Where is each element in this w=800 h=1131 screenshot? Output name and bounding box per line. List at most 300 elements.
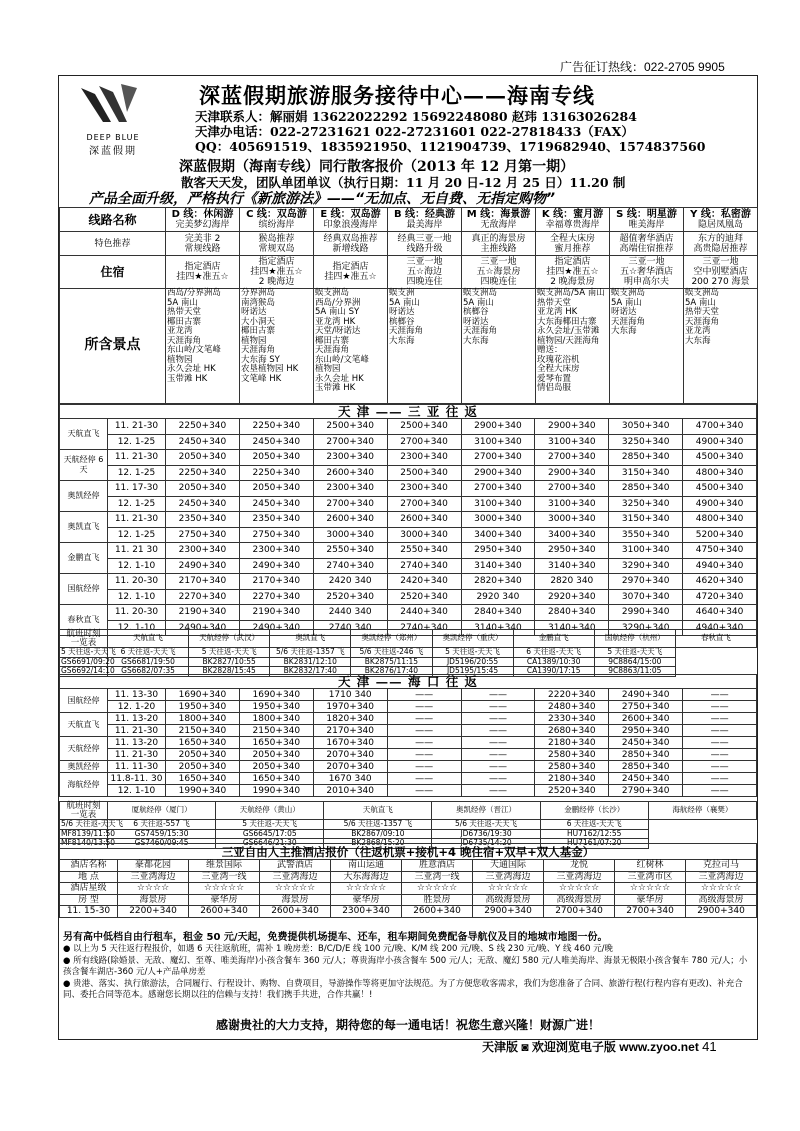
price-cell: 2500+340: [387, 419, 461, 435]
price-cell: 1650+340: [166, 737, 240, 749]
flight-f2: MF8140/13:50: [61, 838, 116, 847]
note-item: ● 贵港、落实、执行旅游法，合同履行、行程设计、购物、自费项目，导游操作等将更加守法规范。为了方便您收客需求，我们为您准备了合同、旅游行程(行程内容有更改)、补充合同、委托合同等范本。感谢您长期以往的信赖与支持！我们携手共进，合作共赢！!: [63, 979, 743, 1000]
price-cell: 2920 340: [461, 589, 535, 605]
price-cell: 2900+340: [461, 419, 535, 435]
price-cell: 2500+340: [387, 465, 461, 481]
hotel-name: 红树林: [615, 860, 686, 872]
price-cell: 2520+340: [535, 785, 609, 797]
spots-row: [60, 289, 758, 404]
flight-f1: HU7162/12:55: [540, 829, 648, 839]
contact-line: 天津联系人：解丽娟 13622022292 15692248080 赵玮 13163026284: [195, 109, 637, 124]
flight-mode: 6 天往返-天天飞: [513, 648, 594, 658]
price-cell: 2700+340: [387, 434, 461, 450]
sanya-section-row: [60, 405, 757, 419]
office-phone-line: 天津办电话：022-27231621 022-27231601 022-27818433（FAX）: [195, 124, 634, 139]
price-cell: 2970+340: [609, 574, 683, 590]
price-cell: 2950+340: [535, 543, 609, 559]
price-cell: 2700+340: [313, 496, 387, 512]
price-cell: 2490+340: [166, 620, 240, 636]
hotel-room: 海景房: [260, 894, 331, 906]
price-cell: 2490+340: [166, 558, 240, 574]
price-cell: ——: [387, 785, 461, 797]
price-cell: 1950+340: [239, 701, 313, 713]
date-range: 11. 13-20: [108, 737, 166, 749]
flight-f1: JD6736/19:30: [432, 829, 540, 839]
flight-mode: 6 天往返-557 飞: [108, 820, 216, 830]
price-cell: 1800+340: [239, 713, 313, 725]
flight-mode: 5/6 天往返-246 飞: [351, 648, 432, 658]
price-cell: 2170+340: [313, 725, 387, 737]
price-cell: 2070+340: [313, 761, 387, 773]
feature-cell: 经典双岛推荐 新增线路: [314, 232, 388, 256]
date-range: 11. 20-30: [108, 605, 166, 621]
price-cell: 1990+340: [239, 785, 313, 797]
price-cell: 2550+340: [313, 543, 387, 559]
price-cell: 2750+340: [239, 527, 313, 543]
haikou-flight-name-row: [60, 802, 757, 820]
date-range: 12. 1-10: [108, 620, 166, 636]
date-range: 11.8-11. 30: [108, 773, 166, 785]
flight-airline: 金鹏直飞: [513, 630, 594, 648]
lodging-cell: 指定酒店 挂四★准五☆: [314, 256, 388, 289]
price-cell: 2950+340: [461, 543, 535, 559]
price-row: [60, 749, 757, 761]
price-row: [60, 605, 757, 621]
airline-group-label: 国航经停: [60, 689, 108, 713]
hotel-name: 胜意酒店: [402, 860, 473, 872]
hotel-section-row: [60, 844, 757, 860]
price-cell: 2270+340: [239, 589, 313, 605]
wing-logo-icon: [73, 82, 153, 130]
price-cell: 2050+340: [166, 749, 240, 761]
price-cell: 3400+340: [535, 527, 609, 543]
price-cell: ——: [387, 725, 461, 737]
spots-cell: 分界洲岛 南湾猴岛 呀诺达 大小洞天 椰田古寨 植物园 天涯海角 大东海 SY 农垦植物园 HK 文笔峰 HK: [240, 289, 314, 404]
price-row: [60, 465, 757, 481]
price-cell: 2750+340: [609, 701, 683, 713]
price-cell: 5200+340: [683, 527, 757, 543]
price-cell: 2450+340: [239, 496, 313, 512]
price-cell: 3140+340: [535, 558, 609, 574]
haikou-flight-label: 航班时刻 一览表: [60, 802, 108, 820]
flight-airline: 天航直飞: [324, 802, 432, 820]
airline-group-label: 奥凯经停: [60, 761, 108, 773]
price-row: [60, 761, 757, 773]
flight-mode: 5/6 天往返-天天飞: [61, 819, 124, 828]
hotel-price: 2700+340: [615, 906, 686, 918]
logo-text-en: DEEP BLUE: [86, 133, 140, 142]
flight-f2: GS6646/21:30: [216, 839, 324, 849]
haikou-rows: [60, 689, 757, 797]
date-range: 12. 1-10: [108, 785, 166, 797]
ad-hotline: 广告征订热线：022-2705 9905: [560, 60, 725, 74]
flight-f1: 9C8864/15:00: [594, 657, 675, 667]
flight-airline: 国航经停（杭州）: [594, 630, 675, 648]
hotel-room: 胜景房: [402, 894, 473, 906]
price-row: [60, 419, 757, 435]
price-cell: 4940+340: [683, 620, 757, 636]
sanya-price-table: [59, 404, 757, 636]
hotel-row-star: [60, 883, 757, 895]
price-cell: 1710 340: [313, 689, 387, 701]
hotel-name: 维景国际: [189, 860, 260, 872]
price-cell: 2420 340: [313, 574, 387, 590]
price-cell: 2700+340: [313, 434, 387, 450]
flight-mode: 5 天往返-天天飞: [61, 647, 116, 656]
hotel-loc: 三亚湾一线: [402, 871, 473, 883]
hotel-loc: 三亚湾海边: [686, 871, 757, 883]
price-cell: 2740+340: [313, 558, 387, 574]
price-cell: 3000+340: [535, 512, 609, 528]
route-b: B 线：经典游 最美海岸: [388, 208, 462, 232]
flight-f1: JD5196/20:55: [432, 657, 513, 667]
flight-f1: GS7459/15:30: [108, 829, 216, 839]
price-cell: 2450+340: [239, 434, 313, 450]
price-cell: 2850+340: [609, 749, 683, 761]
price-cell: 2490+340: [239, 620, 313, 636]
hotel-loc: 三亚湾海边: [473, 871, 544, 883]
date-range: 12. 1-25: [108, 434, 166, 450]
haikou-flight-table: [59, 801, 757, 849]
hotel-rows: [60, 860, 757, 918]
flight-f1: BK2867/09:10: [324, 829, 432, 839]
flight-airline: 奥凯经停（重庆）: [432, 630, 513, 648]
price-cell: 2840+340: [461, 605, 535, 621]
airline-group-label: 天航直飞: [60, 419, 108, 450]
spots-cell: 蜈支洲岛 5A 南山 呀诺达 天涯海角 大东海: [610, 289, 684, 404]
hotel-section-title: 三亚自由人主推酒店报价（往返机票+接机+4 晚住宿+双早+双人基金）: [60, 844, 757, 860]
lodging-cell: 指定酒店 挂四★准五☆ 2 晚海边: [240, 256, 314, 289]
note-rental: 另有高中低档自由行租车，租金 50 元/天起，免费提供机场提车、还车，租车期间免费配备导航仪及目的地城市地图一份。: [63, 932, 608, 943]
date-range: 11. 11-30: [108, 761, 166, 773]
hotel-room: 豪华房: [615, 894, 686, 906]
date-range: 11. 21-30: [108, 450, 166, 466]
price-cell: 2300+340: [313, 450, 387, 466]
airline-group-label: 天航经停 6 天: [60, 450, 108, 481]
price-cell: ——: [683, 761, 757, 773]
price-cell: 2170+340: [239, 574, 313, 590]
hotel-price: 2600+340: [402, 906, 473, 918]
price-cell: 2740 340: [313, 620, 387, 636]
price-cell: 2050+340: [239, 761, 313, 773]
price-cell: 2950+340: [609, 725, 683, 737]
hotel-name: 南山运通: [331, 860, 402, 872]
price-cell: 1670 340: [313, 773, 387, 785]
flight-mode: 6 天往返-天天飞: [108, 648, 189, 658]
flight-f1: GS6645/17:05: [216, 829, 324, 839]
feature-cell: 东方的迪拜 高贵隐居推荐: [684, 232, 758, 256]
route-table: [59, 207, 758, 404]
price-row: [60, 701, 757, 713]
price-cell: 2600+340: [387, 512, 461, 528]
flight-f2: JD6735/14:20: [432, 839, 540, 849]
hotel-room: 高级海景房: [473, 894, 544, 906]
hotel-row-label: 地 点: [60, 871, 118, 883]
airline-group-label: 奥凯经停: [60, 481, 108, 512]
price-cell: 2050+340: [166, 761, 240, 773]
feature-cell: 完美非 2 常规线路: [166, 232, 240, 256]
airline-group-label: 天航直飞: [60, 713, 108, 737]
flight-f2: CA1390/17:15: [513, 667, 594, 677]
price-row: [60, 737, 757, 749]
price-cell: 2490+340: [239, 558, 313, 574]
price-cell: 2180+340: [535, 737, 609, 749]
price-cell: 1690+340: [239, 689, 313, 701]
hotel-star: ☆☆☆☆☆: [686, 883, 757, 895]
notes: [63, 932, 755, 1002]
price-row: [60, 434, 757, 450]
price-cell: 2900+340: [461, 465, 535, 481]
hotel-loc: 三亚湾海边: [544, 871, 615, 883]
flight-airline: 奥凯直飞: [270, 630, 351, 648]
price-cell: 4500+340: [683, 481, 757, 497]
flight-airline: 天航经停（黄山）: [216, 802, 324, 820]
flight-f1: BK2827/10:55: [189, 657, 270, 667]
price-cell: 1650+340: [166, 773, 240, 785]
flight-f1: MF8139/11:50: [61, 828, 116, 838]
price-row: [60, 725, 757, 737]
price-cell: 3290+340: [609, 558, 683, 574]
hotel-name: 龙悦: [544, 860, 615, 872]
feature-cell: 经典三亚一地 线路升级: [388, 232, 462, 256]
price-cell: 1650+340: [239, 773, 313, 785]
price-cell: 2330+340: [535, 713, 609, 725]
price-cell: 3000+340: [461, 512, 535, 528]
route-m: M 线：海景游 无敌海岸: [462, 208, 536, 232]
price-cell: ——: [461, 773, 535, 785]
flight-f2: BK2868/15:20: [324, 839, 432, 849]
haikou-price-table: [59, 674, 757, 797]
price-cell: ——: [683, 773, 757, 785]
price-row: [60, 689, 757, 701]
price-cell: 2350+340: [166, 512, 240, 528]
hotel-room: 豪华房: [189, 894, 260, 906]
price-cell: 4800+340: [683, 465, 757, 481]
price-cell: 2070+340: [313, 749, 387, 761]
price-cell: 2190+340: [239, 605, 313, 621]
price-cell: ——: [461, 761, 535, 773]
lodging-row: [60, 256, 758, 289]
date-range: 12. 1-20: [108, 701, 166, 713]
price-cell: ——: [683, 725, 757, 737]
price-cell: 2050+340: [166, 450, 240, 466]
flight-f2: JD5195/15:45: [432, 667, 513, 677]
hotel-row-label: 酒店名称: [60, 860, 118, 872]
price-cell: 3290+340: [609, 620, 683, 636]
lodging-cell: 三亚一地 空中别墅酒店 200 270 海景: [684, 256, 758, 289]
flight-airline: 海航经停（襄樊）: [648, 802, 756, 820]
price-cell: ——: [387, 701, 461, 713]
hotel-loc: 三亚湾海边: [118, 871, 189, 883]
price-row: [60, 773, 757, 785]
hotel-price: 2600+340: [189, 906, 260, 918]
price-cell: 3100+340: [609, 543, 683, 559]
price-cell: 2440 340: [313, 605, 387, 621]
airline-group-label: 天航经停: [60, 737, 108, 761]
feature-cell: 猴岛推荐 常规双岛: [240, 232, 314, 256]
price-cell: 3000+340: [313, 527, 387, 543]
price-cell: 3100+340: [461, 434, 535, 450]
feature-cell: 超值奢华酒店 高端住宿推荐: [610, 232, 684, 256]
date-range: 11. 21-30: [108, 512, 166, 528]
hotel-room: 海景房: [118, 894, 189, 906]
price-cell: 4720+340: [683, 589, 757, 605]
lodging-cell: 指定酒店 挂四★准五☆ 2 晚海景房: [536, 256, 610, 289]
lodging-cell: 三亚一地 五☆海景房 四晚连住: [462, 256, 536, 289]
price-cell: 2250+340: [166, 419, 240, 435]
schedule-line: 散客天天发，团队单团单议（执行日期：11 月 20 日-12 月 25 日）11.20 制: [181, 175, 626, 190]
price-cell: ——: [461, 689, 535, 701]
sanya-flight-label: 航班时刻 一览表: [60, 630, 108, 648]
price-cell: 2350+340: [239, 512, 313, 528]
price-cell: 4700+340: [683, 419, 757, 435]
price-cell: 1990+340: [166, 785, 240, 797]
price-cell: 2220+340: [535, 689, 609, 701]
flight-mode: 5/6 天往返-1357 飞: [270, 648, 351, 658]
note-item: ● 所有线路(除婚景、无敌、魔幻、至尊、唯美海岸)小孩含餐车 360 元/人；尊贵海岸小孩含餐车 500 元/人；无敌、魔幻 580 元/人唯美海岸、海景无极限小孩含餐车 780 元/人；小孩含餐车湖店-360 元/人+产品单房差: [63, 956, 748, 977]
flight-airline: 奥凯经停（郑州）: [351, 630, 432, 648]
price-cell: ——: [461, 725, 535, 737]
price-cell: 2740+340: [387, 558, 461, 574]
price-row: [60, 589, 757, 605]
flight-f2: 9C8863/11:05: [594, 667, 675, 677]
flight-mode: 5 天往返-天天飞: [432, 648, 513, 658]
price-row: [60, 496, 757, 512]
price-cell: ——: [387, 689, 461, 701]
price-cell: 2820+340: [461, 574, 535, 590]
price-row: [60, 543, 757, 559]
header: [59, 76, 757, 156]
date-range: 11. 13-20: [108, 713, 166, 725]
price-cell: 2300+340: [387, 481, 461, 497]
price-cell: 3150+340: [609, 465, 683, 481]
flight-row: [60, 820, 757, 830]
price-cell: 2450+340: [609, 737, 683, 749]
deep-blue-logo: [73, 82, 153, 157]
hotel-room: 高级海景房: [686, 894, 757, 906]
lodging-cell: 三亚一地 五☆海边 四晚连住: [388, 256, 462, 289]
airline-group-label: 海航经停: [60, 773, 108, 797]
price-cell: 3250+340: [609, 434, 683, 450]
price-cell: 2010+340: [313, 785, 387, 797]
hotel-star: ☆☆☆☆☆: [402, 883, 473, 895]
price-cell: 2050+340: [166, 481, 240, 497]
price-cell: 3250+340: [609, 496, 683, 512]
haikou-section-title: 天 津 —— 海 口 往 返: [60, 675, 757, 689]
hotel-table: [59, 843, 757, 918]
hotel-name: 武警酒店: [260, 860, 331, 872]
price-cell: 2300+340: [166, 543, 240, 559]
price-cell: ——: [683, 749, 757, 761]
price-cell: 2700+340: [535, 450, 609, 466]
price-cell: 2850+340: [609, 481, 683, 497]
price-cell: 2180+340: [535, 773, 609, 785]
advert-frame: [58, 75, 758, 1040]
hotel-name: 克拉司马: [686, 860, 757, 872]
date-range: 11. 21-30: [108, 725, 166, 737]
hotel-star: ☆☆☆☆☆: [615, 883, 686, 895]
price-cell: 2050+340: [239, 749, 313, 761]
price-cell: 3070+340: [609, 589, 683, 605]
price-cell: 2500+340: [313, 419, 387, 435]
price-cell: 4940+340: [683, 558, 757, 574]
hotel-row-room: [60, 894, 757, 906]
price-cell: 2190+340: [166, 605, 240, 621]
price-cell: 2170+340: [166, 574, 240, 590]
thanks-line: 感谢贵社的大力支持，期待您的每一通电话！祝您生意兴隆！财源广进！: [215, 1018, 600, 1032]
price-cell: ——: [387, 713, 461, 725]
price-cell: 2450+340: [609, 773, 683, 785]
date-range: 12. 1-10: [108, 589, 166, 605]
hotel-star: ☆☆☆☆: [118, 883, 189, 895]
flight-airline: 厦航经停（厦门）: [108, 802, 216, 820]
price-cell: ——: [461, 749, 535, 761]
price-cell: 1800+340: [166, 713, 240, 725]
price-cell: ——: [683, 689, 757, 701]
flight-mode: 5/6 天往返-1357 飞: [324, 820, 432, 830]
price-cell: ——: [683, 713, 757, 725]
price-cell: 1670+340: [313, 737, 387, 749]
feature-cell: 全程大床房 蜜月推荐: [536, 232, 610, 256]
price-cell: 2450+340: [166, 496, 240, 512]
hotel-star: ☆☆☆☆☆: [544, 883, 615, 895]
price-cell: 2790+340: [609, 785, 683, 797]
price-cell: 3100+340: [535, 434, 609, 450]
spots-cell: 蜈支洲 5A 南山 呀诺达 槟榔谷 天涯海角 大东海: [388, 289, 462, 404]
date-range: 11. 21-30: [108, 749, 166, 761]
spots-label: 所含景点: [60, 289, 166, 404]
price-cell: 2850+340: [609, 450, 683, 466]
price-cell: 2520+340: [387, 589, 461, 605]
flight-mode: 5 天往返-天天飞: [216, 820, 324, 830]
date-range: 11. 21-30: [108, 419, 166, 435]
footer-text: 天津版 ◙ 欢迎浏览电子版 www.zyoo.net: [482, 1040, 699, 1054]
date-range: 11. 21 30: [108, 543, 166, 559]
price-cell: 2520+340: [313, 589, 387, 605]
hotel-date: 11. 15-30: [60, 906, 118, 918]
hotel-star: ☆☆☆☆☆: [473, 883, 544, 895]
haikou-section-row: [60, 675, 757, 689]
slogan: 产品全面升级，严格执行《新旅游法》——“无加点、无自费、无指定购物”: [89, 191, 556, 207]
route-k: K 线：蜜月游 幸福尊贵海岸: [536, 208, 610, 232]
price-row: [60, 785, 757, 797]
flight-f2: GS6692/14:10: [61, 666, 115, 675]
price-cell: 2700+340: [387, 496, 461, 512]
sanya-rows: [60, 419, 757, 636]
price-cell: 3100+340: [535, 496, 609, 512]
price-cell: 1650+340: [239, 737, 313, 749]
price-cell: 2490+340: [609, 689, 683, 701]
price-cell: 4500+340: [683, 450, 757, 466]
spots-cell: 蜈支洲岛 5A 南山 槟榔谷 呀诺达 天涯海角 大东海: [462, 289, 536, 404]
lodging-cell: 三亚一地 五☆奢华酒店 明申高尔夫: [610, 256, 684, 289]
flight-f1: BK2875/11:15: [351, 657, 432, 667]
hotel-row-name: [60, 860, 757, 872]
price-cell: 3550+340: [609, 527, 683, 543]
airline-group-label: 国航经停: [60, 574, 108, 605]
price-cell: 2300+340: [387, 450, 461, 466]
hotel-price: 2700+340: [544, 906, 615, 918]
spots-cell: 蜈支洲岛/5A 南山 热带天堂 亚龙湾 HK 大东海椰田古寨 永久会址/玉带滩 植物园/天涯海角 赠送： 玫瑰花浴机 全程大床房 爱琴布置 情侣岛服: [536, 289, 610, 404]
price-cell: 2740+340: [387, 620, 461, 636]
date-range: 12. 1-25: [108, 465, 166, 481]
price-cell: 3140+340: [461, 558, 535, 574]
airline-group-label: 奥凯直飞: [60, 512, 108, 543]
price-cell: 2900+340: [535, 419, 609, 435]
price-cell: 2300+340: [239, 543, 313, 559]
date-range: 12. 1-25: [108, 527, 166, 543]
sanya-flight-name-row: [60, 630, 757, 648]
